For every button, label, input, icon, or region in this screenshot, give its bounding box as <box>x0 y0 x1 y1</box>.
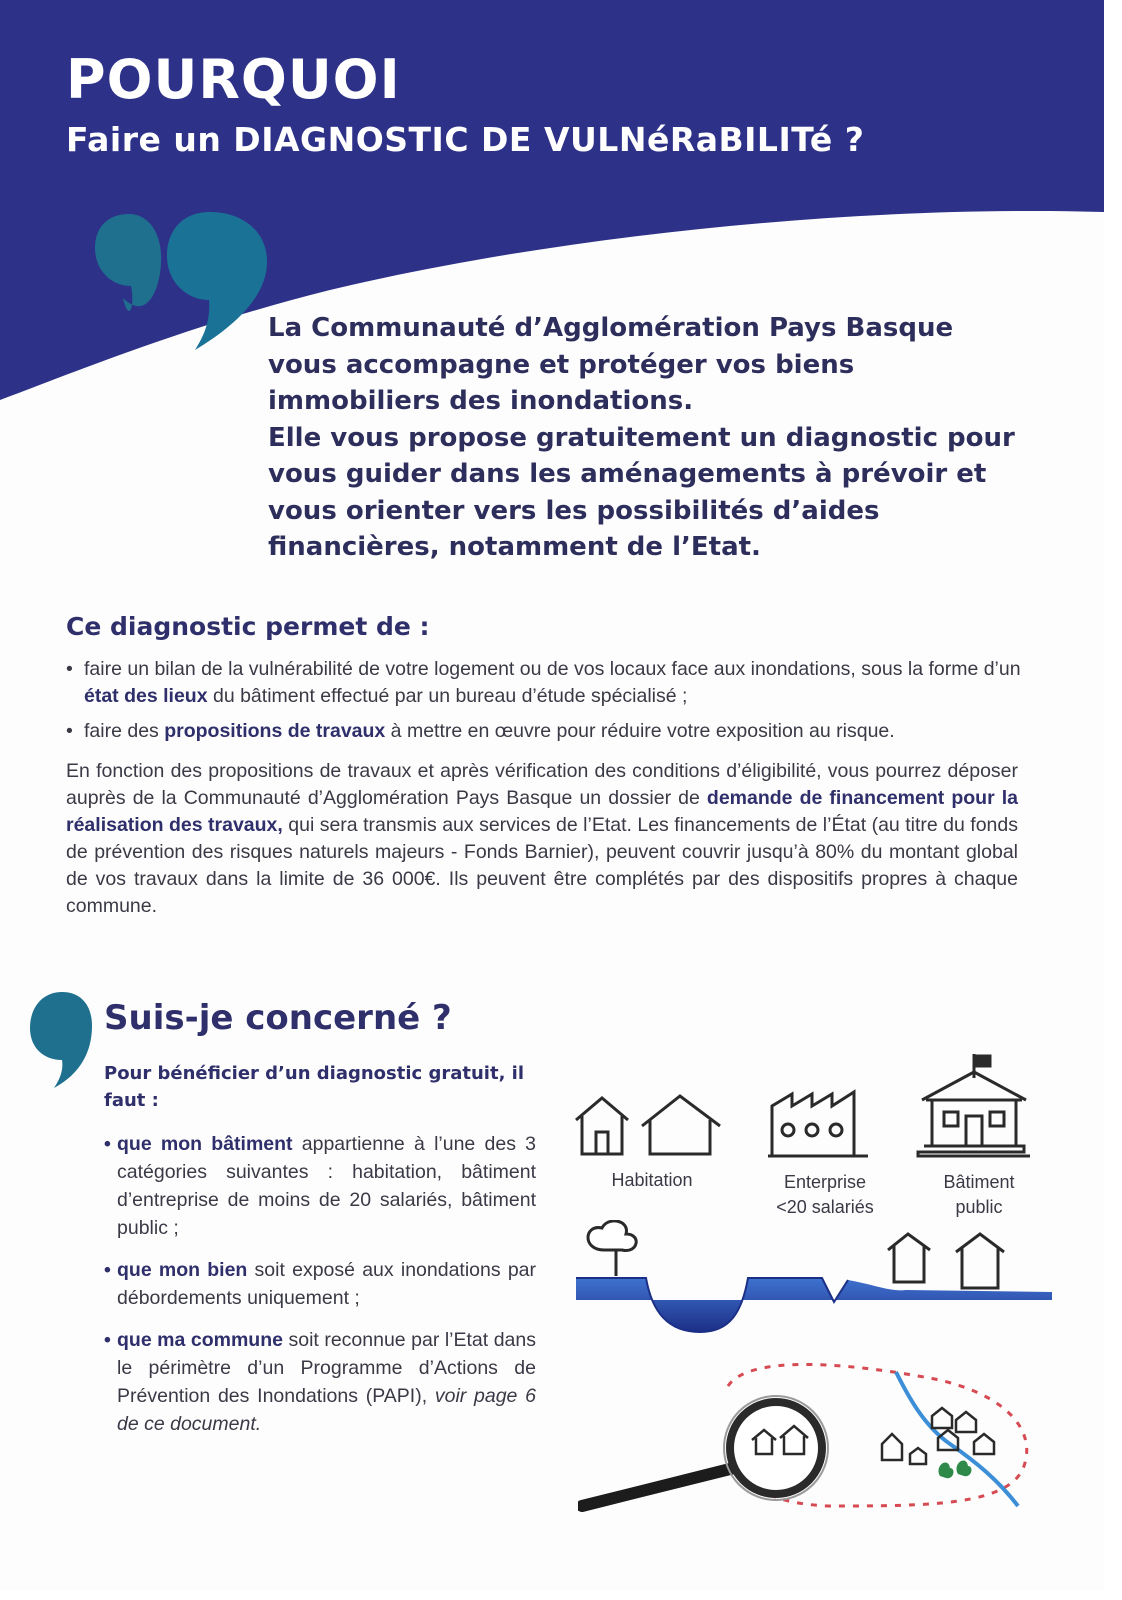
condition-emphasis: que mon bien <box>117 1259 248 1281</box>
bullet-text: du bâtiment effectué par un bureau d’étude spécialisé ; <box>207 685 688 707</box>
concerned-heading: Suis-je concerné ? <box>104 998 452 1038</box>
category-public-label <box>906 1170 1052 1220</box>
condition-item <box>104 1326 536 1438</box>
public-building-icon <box>910 1050 1038 1160</box>
condition-reference: voir page 6 de ce document. <box>117 1385 536 1435</box>
condition-text: soit exposé aux inondations par débordements uniquement ; <box>117 1259 537 1309</box>
papi-map-magnifier-illustration <box>578 1356 1048 1526</box>
page-subtitle: Faire un DIAGNOSTIC DE VULNéRaBILITé ? <box>66 120 865 159</box>
diagnostic-bullets <box>66 656 1026 753</box>
conditions-list <box>104 1130 536 1452</box>
condition-item <box>104 1256 536 1312</box>
paragraph-text: qui sera transmis aux services de l’Etat. Les financements de l’État (au titre du fonds de prévention des risques naturels majeurs - Fonds Barnier), peuvent couvrir jusqu’à 80% du montant global de vos travaux dans la limite de 36 000€. Ils peuvent être complétés par des dispositifs propres à chaque commune. <box>66 814 1018 917</box>
condition-item <box>104 1130 536 1242</box>
bullet-text: faire des <box>84 720 165 742</box>
category-entreprise-line2: <20 salariés <box>776 1197 874 1217</box>
bullet-text: à mettre en œuvre pour réduire votre exposition au risque. <box>385 720 895 742</box>
condition-text: soit reconnue par l’Etat dans le périmètre d’un Programme d’Actions de Prévention des Inondations (PAPI), <box>117 1329 536 1407</box>
quote-mark-icon <box>30 990 92 1090</box>
bullet-emphasis: état des lieux <box>84 685 208 707</box>
intro-paragraph-2: Elle vous propose gratuitement un diagnostic pour vous guider dans les aménagements à prévoir et vous orienter vers les possibilités d’aides financières, notamment de l’Etat. <box>268 422 1015 562</box>
page-title: POURQUOI <box>66 48 401 111</box>
category-entreprise-line1: Enterprise <box>783 1172 867 1192</box>
bullet-text: faire un bilan de la vulnérabilité de votre logement ou de vos locaux face aux inondations, sous la forme d’un <box>84 658 1021 680</box>
houses-icon <box>570 1090 730 1160</box>
condition-text: appartienne à l’une des 3 catégories suivantes : habitation, bâtiment d’entreprise de moins de 20 salariés, bâtiment public ; <box>117 1133 537 1239</box>
factory-icon <box>768 1086 872 1160</box>
condition-emphasis: que mon bâtiment <box>117 1133 293 1155</box>
bullet-emphasis: propositions de travaux <box>164 720 386 742</box>
diagnostic-heading: Ce diagnostic permet de : <box>66 612 430 641</box>
flood-overflow-illustration <box>572 1220 1056 1350</box>
quote-marks-icon <box>95 208 280 358</box>
paragraph-emphasis: demande de financement pour la réalisation des travaux, <box>66 787 1018 836</box>
category-entreprise-label <box>750 1170 900 1220</box>
bullet-item <box>66 656 1026 710</box>
category-public-line2: public <box>955 1197 1003 1217</box>
category-public-line1: Bâtiment <box>943 1172 1015 1192</box>
category-habitation-label: Habitation <box>611 1170 693 1190</box>
bullet-item <box>66 718 1026 745</box>
condition-emphasis: que ma commune <box>117 1329 283 1351</box>
paragraph-text: En fonction des propositions de travaux et après vérification des conditions d’éligibilité, vous pourrez déposer auprès de la Communauté d’Agglomération Pays Basque un dossier de <box>66 760 1018 809</box>
intro-text <box>268 310 1028 566</box>
conditions-intro: Pour bénéficier d’un diagnostic gratuit, il faut : <box>104 1063 525 1111</box>
financing-paragraph <box>66 758 1018 920</box>
intro-paragraph-1: La Communauté d’Agglomération Pays Basque vous accompagne et protéger vos biens immobiliers des inondations. <box>268 313 954 416</box>
